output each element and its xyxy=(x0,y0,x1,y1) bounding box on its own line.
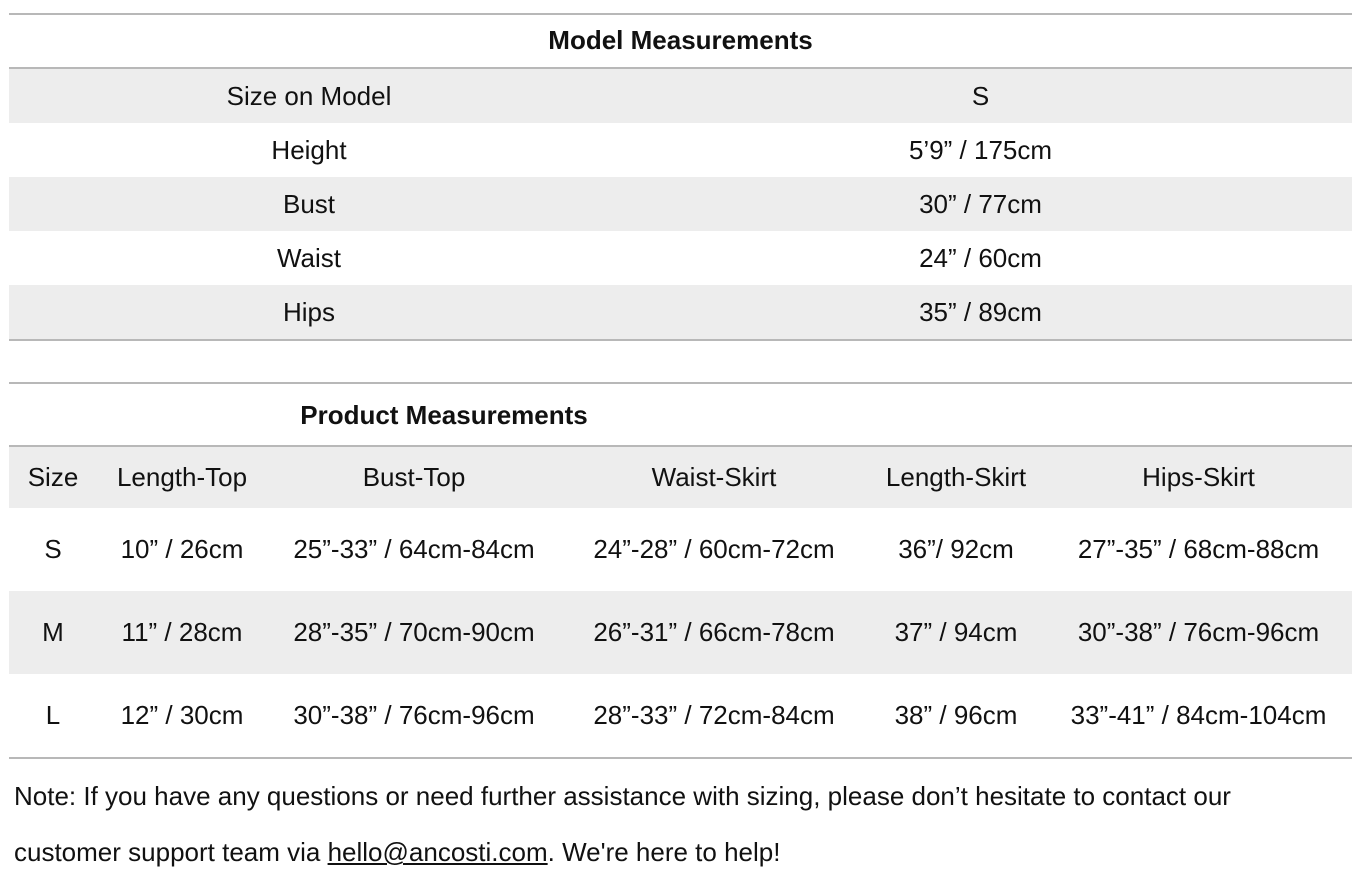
table-row xyxy=(9,177,1352,231)
table-row xyxy=(9,231,1352,285)
table-cell: 38” / 96cm xyxy=(894,700,1018,730)
column-header: Size xyxy=(27,462,79,492)
table-header-row xyxy=(9,447,1352,508)
table-cell: 28”-33” / 72cm-84cm xyxy=(593,700,835,730)
table-row xyxy=(9,123,1352,177)
sizing-note xyxy=(14,768,1344,880)
note-line-2-prefix: customer support team via xyxy=(14,837,328,867)
table-cell: 10” / 26cm xyxy=(120,534,244,564)
row-label: Waist xyxy=(276,242,342,273)
table-cell: 36”/ 92cm xyxy=(898,534,1014,564)
row-label: Bust xyxy=(282,188,336,219)
model-table-title: Model Measurements xyxy=(9,15,1352,69)
table-cell: 12” / 30cm xyxy=(120,700,244,730)
table-cell: 27”-35” / 68cm-88cm xyxy=(1077,534,1320,564)
table-cell: 37” / 94cm xyxy=(894,617,1018,647)
table-cell: S xyxy=(44,534,62,564)
column-header: Length-Skirt xyxy=(885,462,1027,492)
table-cell: 33”-41” / 84cm-104cm xyxy=(1070,700,1327,730)
table-row xyxy=(9,591,1352,674)
note-line-2-suffix: . We're here to help! xyxy=(547,837,781,867)
product-table-title: Product Measurements xyxy=(300,400,588,430)
table-cell: 30”-38” / 76cm-96cm xyxy=(293,700,535,730)
table-cell: 24”-28” / 60cm-72cm xyxy=(593,534,835,564)
note-line-2 xyxy=(14,824,1344,880)
table-cell: 28”-35” / 70cm-90cm xyxy=(293,617,535,647)
table-row xyxy=(9,674,1352,757)
model-measurements-table xyxy=(9,13,1352,341)
row-value: 35” / 89cm xyxy=(919,296,1042,327)
column-header: Hips-Skirt xyxy=(1142,462,1255,492)
table-row xyxy=(9,508,1352,591)
column-header: Length-Top xyxy=(116,462,248,492)
row-label: Size on Model xyxy=(226,80,392,111)
table-cell: 11” / 28cm xyxy=(121,617,243,647)
table-cell: 26”-31” / 66cm-78cm xyxy=(593,617,835,647)
table-cell: 30”-38” / 76cm-96cm xyxy=(1077,617,1320,647)
row-value: S xyxy=(971,80,990,111)
table-row xyxy=(9,285,1352,339)
table-cell: 25”-33” / 64cm-84cm xyxy=(293,534,535,564)
row-value: 24” / 60cm xyxy=(919,242,1042,273)
row-label: Height xyxy=(271,134,347,165)
table-cell: L xyxy=(45,700,61,730)
table-row xyxy=(9,69,1352,123)
table-cell: M xyxy=(42,617,64,647)
support-email-link[interactable]: hello@ancosti.com xyxy=(327,837,548,867)
row-value: 30” / 77cm xyxy=(919,188,1042,219)
column-header: Bust-Top xyxy=(362,462,466,492)
column-header: Waist-Skirt xyxy=(651,462,777,492)
row-label: Hips xyxy=(282,296,335,327)
row-value: 5’9” / 175cm xyxy=(908,134,1053,165)
product-measurements-table xyxy=(9,382,1352,759)
note-line-1: Note: If you have any questions or need further assistance with sizing, please don’t hesitate to contact our xyxy=(14,781,1231,811)
product-table-title-row xyxy=(9,384,1352,447)
